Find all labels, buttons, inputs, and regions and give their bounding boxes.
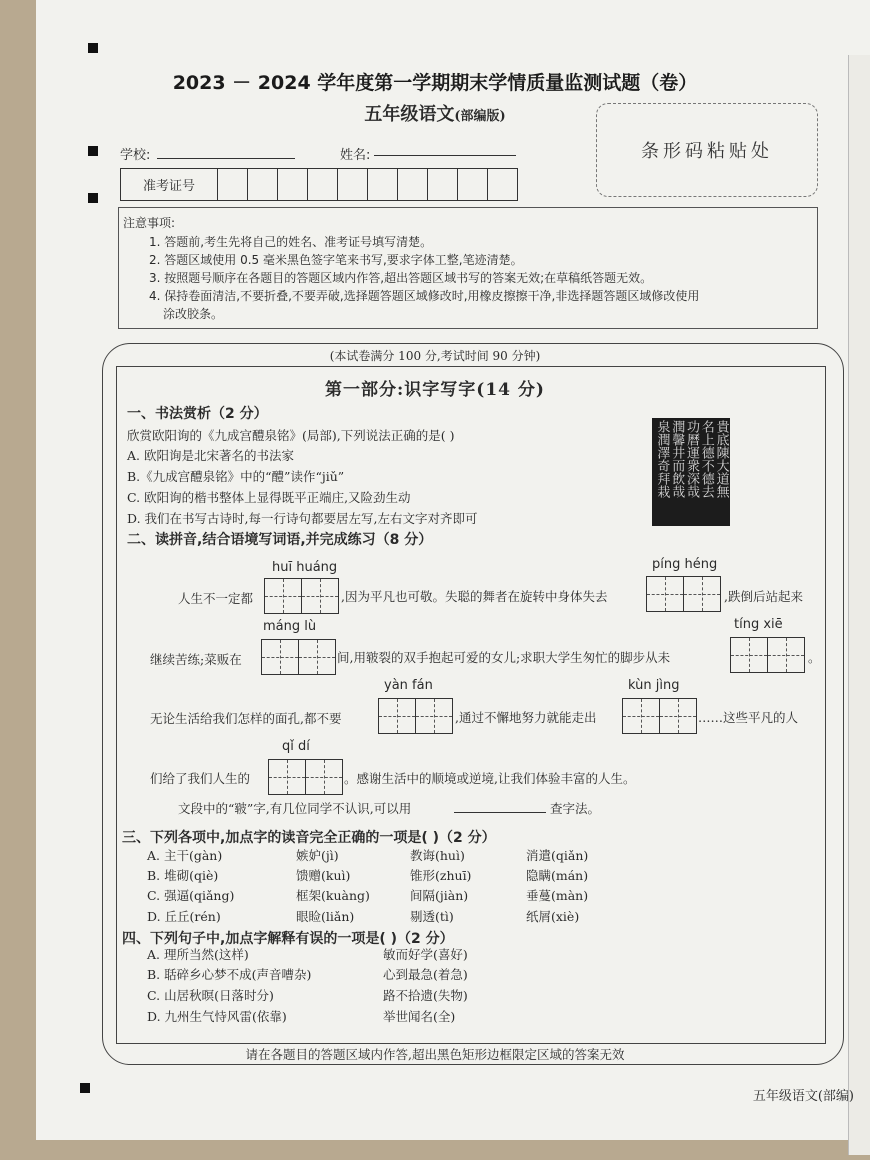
q3-option-word: 馈赠(kuì) [296, 868, 351, 883]
q3-option-c[interactable]: C. 强逼(qiǎng) [147, 888, 235, 903]
q4-option-a[interactable]: A. 理所当然(这样) [147, 947, 249, 962]
q3-option-word: 纸屑(xiè) [526, 909, 580, 924]
notice-box [118, 207, 818, 329]
q1-heading: 一、书法赏析（2 分） [127, 406, 268, 422]
passage-text: 间,用皲裂的双手抱起可爱的女儿;求职大学生匆忙的脚步从未 [337, 650, 671, 665]
registration-mark [88, 146, 98, 156]
writing-grid[interactable] [646, 576, 721, 612]
q1-option-a[interactable]: A. 欧阳询是北宋著名的书法家 [127, 448, 294, 463]
writing-grid[interactable] [378, 698, 453, 734]
school-label: 学校: [120, 148, 151, 163]
notice-item: 涂改胶条。 [163, 307, 224, 321]
passage-text: ,跌倒后站起来 [724, 589, 803, 604]
calligraphy-column: 泉潤澤奇拜栽 [654, 420, 670, 498]
notice-item: 1. 答题前,考生先将自己的姓名、准考证号填写清楚。 [149, 235, 433, 249]
q3-option-b[interactable]: B. 堆砌(qiè) [147, 868, 219, 883]
calligraphy-column: 潤馨井而飲哉 [669, 420, 685, 498]
passage-text: 们给了我们人生的 [150, 771, 251, 786]
writing-grid[interactable] [264, 578, 339, 614]
q3-option-word: 教诲(huì) [410, 848, 465, 863]
answer-area-note: 请在各题目的答题区域内作答,超出黑色矩形边框限定区域的答案无效 [245, 1047, 625, 1062]
pinyin: huī huáng [272, 560, 338, 575]
exam-id-cell[interactable] [488, 169, 517, 200]
passage-text: ,通过不懈地努力就能走出 [455, 710, 597, 725]
notice-item: 2. 答题区域使用 0.5 毫米黑色签字笔来书写,要求字体工整,笔迹清楚。 [149, 253, 523, 267]
q4-option-b[interactable]: B. 聒碎乡心梦不成(声音嘈杂) [147, 967, 312, 982]
q2-heading: 二、读拼音,结合语境写词语,并完成练习（8 分） [127, 532, 433, 548]
q3-option-word: 框架(kuàng) [296, 888, 370, 903]
writing-grid[interactable] [730, 637, 805, 673]
q1-stem: 欣赏欧阳询的《九成宫醴泉铭》(局部),下列说法正确的是( ) [127, 428, 455, 443]
q4-heading: 四、下列句子中,加点字解释有误的一项是( )（2 分） [122, 931, 454, 947]
q3-option-word: 剔透(tì) [410, 909, 454, 924]
passage-text: 查字法。 [550, 801, 601, 816]
registration-mark [88, 193, 98, 203]
passage-text: 继续苦练;菜贩在 [150, 652, 242, 667]
q3-option-word: 隐瞒(mán) [526, 868, 589, 883]
writing-grid[interactable] [268, 759, 343, 795]
pinyin: qǐ dí [282, 739, 310, 754]
q3-option-a[interactable]: A. 主干(gàn) [147, 848, 223, 863]
q1-option-d[interactable]: D. 我们在书写古诗时,每一行诗句都要居左写,左右文字对齐即可 [127, 511, 478, 526]
q4-option-word: 举世闻名(全) [383, 1009, 456, 1024]
school-field[interactable] [157, 158, 295, 159]
q3-option-d[interactable]: D. 丘丘(rén) [147, 909, 221, 924]
pinyin: kùn jìng [628, 678, 680, 693]
barcode-area: 条形码粘贴处 [596, 103, 818, 197]
q4-option-word: 敏而好学(喜好) [383, 947, 468, 962]
notice-item: 3. 按照题号顺序在各题目的答题区域内作答,超出答题区域书写的答案无效;在草稿纸答题无效。 [149, 271, 653, 285]
calligraphy-image [652, 418, 730, 526]
pinyin: píng héng [652, 557, 718, 572]
exam-id-box[interactable] [120, 168, 518, 201]
q4-option-word: 路不拾遗(失物) [383, 988, 468, 1003]
name-label: 姓名: [340, 148, 371, 163]
calligraphy-column: 功曆運衆深哉 [683, 420, 699, 498]
passage-text: 。感谢生活中的顺境或逆境,让我们体验丰富的人生。 [344, 771, 636, 786]
calligraphy-column: 貴底陳大道無 [713, 420, 729, 498]
passage-text: ……这些平凡的人 [698, 710, 799, 725]
exam-title: 2023 － 2024 学年度第一学期期末学情质量监测试题（卷） [172, 72, 698, 94]
calligraphy-column: 名上德不德去 [698, 420, 714, 498]
passage-text: 。 [808, 650, 821, 665]
q3-option-word: 垂蔓(màn) [526, 888, 589, 903]
exam-id-cell[interactable] [308, 169, 338, 200]
exam-id-cell[interactable] [368, 169, 398, 200]
notice-heading: 注意事项: [123, 216, 176, 230]
q4-option-c[interactable]: C. 山居秋暝(日落时分) [147, 988, 274, 1003]
part-title: 第一部分:识字写字(14 分) [325, 380, 545, 400]
writing-grid[interactable] [261, 639, 336, 675]
next-page-edge [848, 55, 870, 1155]
passage-text: 无论生活给我们怎样的面孔,都不要 [150, 711, 342, 726]
page-footer-label: 五年级语文(部编) [752, 1089, 854, 1104]
exam-id-label: 准考证号 [121, 169, 218, 200]
subject-grade: 五年级语文 [364, 104, 455, 125]
passage-text: ,因为平凡也可敬。失聪的舞者在旋转中身体失去 [341, 589, 608, 604]
q4-option-word: 心到最急(着急) [383, 967, 468, 982]
registration-mark [88, 43, 98, 53]
exam-id-cell[interactable] [398, 169, 428, 200]
lookup-method-field[interactable] [454, 812, 546, 813]
passage-text: 文段中的“皲”字,有几位同学不认识,可以用 [178, 801, 412, 816]
q1-option-b[interactable]: B.《九成宫醴泉铭》中的“醴”读作“jiǔ” [127, 469, 345, 484]
exam-id-cell[interactable] [428, 169, 458, 200]
registration-mark [80, 1083, 90, 1093]
q3-option-word: 锥形(zhuī) [410, 868, 472, 883]
exam-id-cell[interactable] [248, 169, 278, 200]
q3-option-word: 间隔(jiàn) [410, 888, 469, 903]
q3-option-word: 消遣(qiǎn) [526, 848, 589, 863]
edition: (部编版) [454, 109, 506, 124]
name-field[interactable] [374, 155, 516, 156]
pinyin: máng lù [263, 619, 317, 634]
q3-heading: 三、下列各项中,加点字的读音完全正确的一项是( )（2 分） [122, 830, 496, 846]
passage-text: 人生不一定都 [178, 591, 254, 606]
pinyin: tíng xiē [734, 617, 783, 632]
q1-option-c[interactable]: C. 欧阳询的楷书整体上显得既平正端庄,又险劲生动 [127, 490, 411, 505]
pinyin: yàn fán [384, 678, 433, 693]
exam-id-cell[interactable] [338, 169, 368, 200]
exam-id-cell[interactable] [278, 169, 308, 200]
exam-id-cell[interactable] [218, 169, 248, 200]
q4-option-d[interactable]: D. 九州生气恃风雷(依靠) [147, 1009, 287, 1024]
q3-option-word: 嫉妒(jì) [296, 848, 339, 863]
exam-id-cell[interactable] [458, 169, 488, 200]
q3-option-word: 眼睑(liǎn) [296, 909, 355, 924]
exam-info: (本试卷满分 100 分,考试时间 90 分钟) [329, 349, 541, 363]
notice-item: 4. 保持卷面清洁,不要折叠,不要弄破,选择题答题区域修改时,用橡皮擦擦干净,非选择题答题区域修改使用 [149, 289, 700, 303]
writing-grid[interactable] [622, 698, 697, 734]
